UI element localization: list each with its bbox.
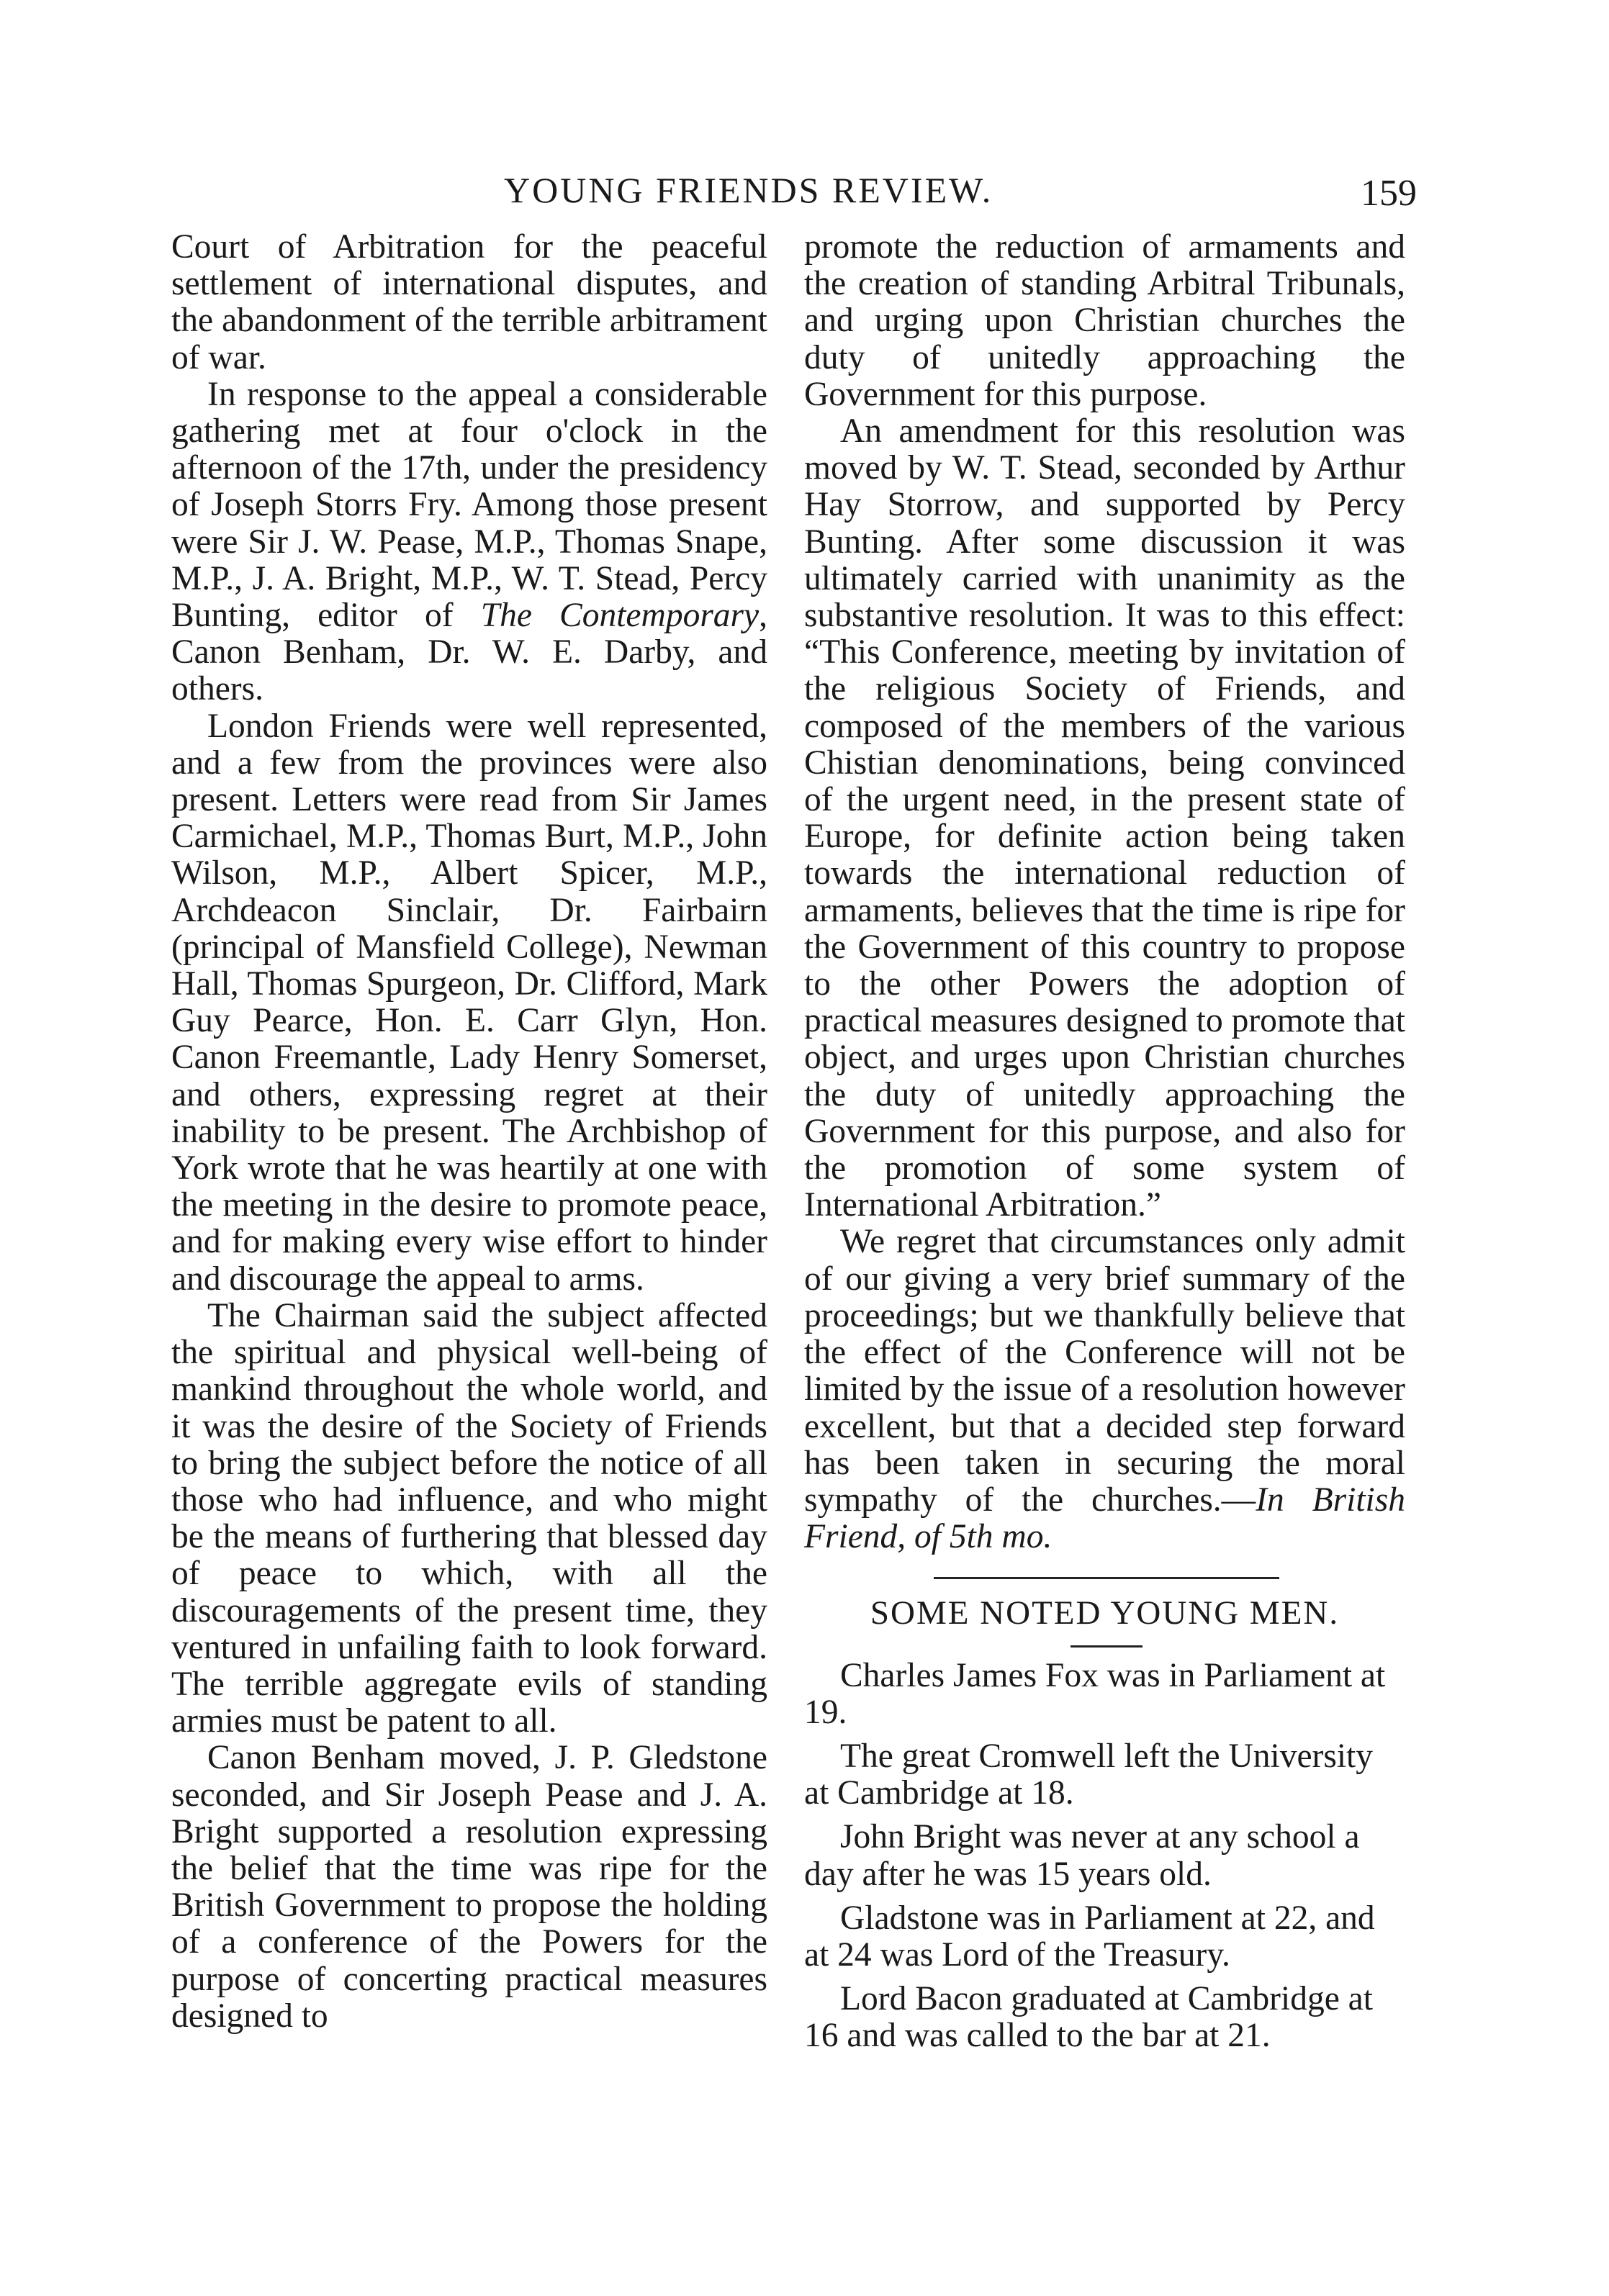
paragraph-text: We regret that circumstances only admit of our giving a very brief summary of the proceedings; but we thankfully believe that the effect of the Conference will not be limited by the issue of a resolution however excellent, but that a decided step forward has been taken in securing the moral sympathy of the churches.—	[804, 1223, 1405, 1519]
running-title: YOUNG FRIENDS REVIEW.	[504, 170, 993, 210]
paragraph: The Chairman said the subject affected the spiritual and physical well-being of mankind throughout the whole world, and it was the desire of the Society of Friends to bring the subject before the notice of all those who had influence, and who might be the means of furthering that blessed day of peace to which, with all the discouragements of the present time, they ventured in unfailing faith to look forward. The terrible aggregate evils of standing armies must be patent to all.	[171, 1296, 767, 1740]
list-item: Gladstone was in Parliament at 22, and at 24 was Lord of the Treasury.	[804, 1899, 1375, 1974]
paragraph: An amendment for this resolution was moved by W. T. Stead, seconded by Arthur Hay Storrow, and supported by Percy Bunting. After some discussion it was ultimately carried with unanimity as the substantive resolution. It was to this effect: “This Conference, meeting by invitation of the religious Society of Friends, and composed of the members of the various Chistian denominations, being convinced of the urgent need, in the present state of Europe, for definite action being taken towards the international reduction of armaments, believes that the time is ripe for the Government of this country to propose to the other Powers the adoption of practical measures designed to promote that object, and urges upon Christian churches the duty of unitedly approaching the Government for this purpose, and also for the promotion of some system of International Arbitration.”	[804, 412, 1405, 1224]
paragraph-text: In response to the appeal a considerable gathering met at four o'clock in the afternoon of the 17th, under the presidency of Joseph Storrs Fry. Among those present were Sir J. W. Pease, M.P., Thomas Snape, M.P., J. A. Bright, M.P., W. T. Stead, Percy Bunting, editor of	[171, 375, 767, 635]
list-item: The great Cromwell left the University at Cambridge at 18.	[804, 1737, 1373, 1812]
paragraph-text: , Canon Benham, Dr. W. E. Darby, and others.	[171, 597, 767, 708]
paragraph	[171, 376, 767, 708]
page-number: 159	[1361, 173, 1417, 214]
section-divider	[934, 1577, 1279, 1579]
paragraph: promote the reduction of armaments and the creation of standing Arbitral Tribunals, and urging upon Christian churches the duty of unitedly approaching the Government for this purpose.	[804, 228, 1405, 413]
right-column	[804, 229, 1405, 2062]
paragraph: Canon Benham moved, J. P. Gledstone seconded, and Sir Joseph Pease and J. A. Bright supported a resolution expressing the belief that the time was ripe for the British Government to propose the holding of a conference of the Powers for the purpose of concerting practical measures designed to	[171, 1739, 767, 2035]
paragraph	[804, 1224, 1405, 1555]
paragraph: Court of Arbitration for the peaceful settlement of international disputes, and the abandonment of the terrible arbitrament of war.	[171, 228, 767, 376]
running-header	[0, 169, 1609, 212]
list-item: Charles James Fox was in Parliament at 19.	[804, 1656, 1386, 1731]
left-column	[171, 229, 767, 2035]
list-item: John Bright was never at any school a day after he was 15 years old.	[804, 1818, 1360, 1893]
list-item: Lord Bacon graduated at Cambridge at 16 and was called to the bar at 21.	[804, 1980, 1373, 2055]
section-title: SOME NOTED YOUNG MEN.	[870, 1594, 1340, 1632]
periodical-title: The Contemporary	[480, 597, 760, 635]
paragraph: London Friends were well represented, and a few from the provinces were also present. Letters were read from Sir James Carmichael, M.P., Thomas Burt, M.P., John Wilson, M.P., Albert Spicer, M.P., Archdeacon Sinclair, Dr. Fairbairn (principal of Mansfield College), Newman Hall, Thomas Spurgeon, Dr. Clifford, Mark Guy Pearce, Hon. E. Carr Glyn, Hon. Canon Freemantle, Lady Henry Somerset, and others, expressing regret at their inability to be present. The Archbishop of York wrote that he was heartily at one with the meeting in the desire to promote peace, and for making every wise effort to hinder and discourage the appeal to arms.	[171, 707, 767, 1298]
source-citation: In British Friend, of 5th mo.	[804, 1481, 1405, 1556]
title-underline	[1071, 1645, 1142, 1648]
